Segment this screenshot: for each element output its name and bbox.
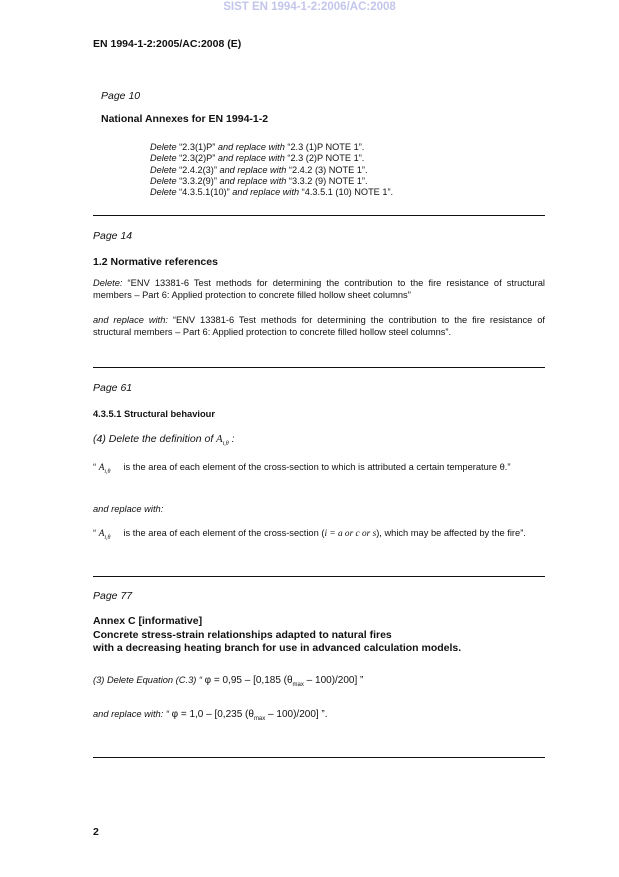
clause-reference: “3.3.2 (9) NOTE 1”. [286,175,368,186]
page-reference: Page 10 [101,90,141,102]
equation-part: – 100)/200] ”. [265,709,328,720]
clause-reference: “2.4.2 (3) NOTE 1”. [286,164,368,175]
instruction-text: and replace with [219,164,287,175]
section-heading: 4.3.5.1 Structural behaviour [93,409,215,419]
replace-label: and replace with: [93,504,164,514]
delete-label: (3) Delete Equation (C.3) “ [93,675,205,685]
divider [93,757,545,758]
clause-reference: “2.3(2)P” [176,153,218,164]
annex-subtitle: Concrete stress-strain relationships adapted to natural fires [93,628,392,641]
symbol [99,529,111,539]
instruction-text: Delete [150,175,177,186]
clause-reference: “2.3 (2)P NOTE 1”. [284,153,365,164]
old-definition-text: is the area of each element of the cross-section to which is attributed a certain temperature θ.” [120,462,511,472]
old-definition: “ $A_{i,\theta}$ is the area of each element of the cross-section to which is attributed a certain temperature θ.” [93,462,511,475]
equation-part: φ = 1,0 – [0,235 (θ [171,709,254,720]
instruction-text: and replace with [219,175,287,186]
symbol-letter: A [216,434,223,445]
instruction-text: and replace with [232,187,300,198]
correction-line [150,176,393,187]
clause-reference: “4.3.5.1(10)” [176,187,233,198]
correction-line [150,142,393,153]
document-header: EN 1994-1-2:2005/AC:2008 (E) [93,38,242,50]
new-definition-text: is the area of each element of the cross-section ( [120,528,325,538]
new-definition-text-end: ), which may be affected by the fire”. [376,528,526,538]
annex-title: Annex C [informative] [93,615,203,627]
clause-reference: “4.3.5.1 (10) NOTE 1”. [299,187,394,198]
instruction-text: (4) Delete the definition of [93,433,217,445]
annex-subtitle: with a decreasing heating branch for use in advanced calculation models. [93,642,462,654]
equation-subscript: max [292,682,304,688]
index-math: i = a or c or s [324,529,377,539]
symbol-subscript: i,θ [104,468,111,475]
watermark: SIST EN 1994-1-2:2006/AC:2008 [223,1,396,13]
equation [172,709,328,720]
divider [93,215,545,216]
instruction-text: Delete [150,164,177,175]
instruction-text: Delete [150,187,177,198]
correction-list [150,142,393,198]
delete-paragraph [93,278,545,301]
old-equation [93,675,363,688]
symbol-letter: A [98,529,105,539]
page-reference: Page 61 [93,382,133,394]
replace-text: “ENV 13381-6 Test methods for determining the contribution to the fire resistance of structural members – Part 6: Applied protection to concrete filled hollow steel columns”. [93,315,545,337]
page-reference: Page 14 [93,230,133,242]
page-number: 2 [93,826,99,838]
correction-line [150,165,393,176]
correction-line [150,187,393,198]
symbol-letter: A [98,463,105,473]
equation-subscript: max [253,716,266,722]
equation-part: φ = 0,95 – [0,185 (θ [204,675,293,686]
symbol-subscript: i,θ [104,534,111,541]
clause-reference: “2.3(1)P” [176,142,218,152]
instruction-text: Delete [150,142,177,152]
replace-paragraph [93,315,545,338]
equation-part: – 100)/200] ” [303,675,364,686]
instruction-text: Delete [150,153,177,164]
replace-label: and replace with: “ [93,709,172,719]
delete-label: Delete: [93,278,123,288]
annex-heading [93,615,461,656]
divider [93,367,545,368]
equation [205,675,364,686]
delete-text: “ENV 13381-6 Test methods for determining the contribution to the fire resistance of structural members – Part 6: Applied protection to concrete filled hollow sheet columns” [93,278,545,300]
page-reference: Page 77 [93,590,133,602]
clause-reference: “2.3 (1)P NOTE 1”. [284,142,365,152]
symbol [216,434,229,448]
new-definition: “ $A_{i,\theta}$ is the area of each element of the cross-section (i = a or c or s), which may be affected by the fire”. [93,528,526,541]
divider [93,576,545,577]
symbol-subscript: i,θ [222,441,229,448]
instruction-text: and replace with [217,153,285,164]
section-heading: 1.2 Normative references [93,256,218,268]
clause-reference: “3.3.2(9)” [176,175,220,186]
new-equation [93,709,328,722]
correction-line [150,153,393,164]
section-heading: National Annexes for EN 1994-1-2 [101,113,269,125]
instruction-text: and replace with [217,142,285,152]
clause-reference: “2.4.2(3)” [176,164,220,175]
instruction: (4) Delete the definition of $A_{i,\theta}$ : [93,433,235,448]
symbol [99,463,111,473]
replace-label: and replace with: [93,315,168,325]
